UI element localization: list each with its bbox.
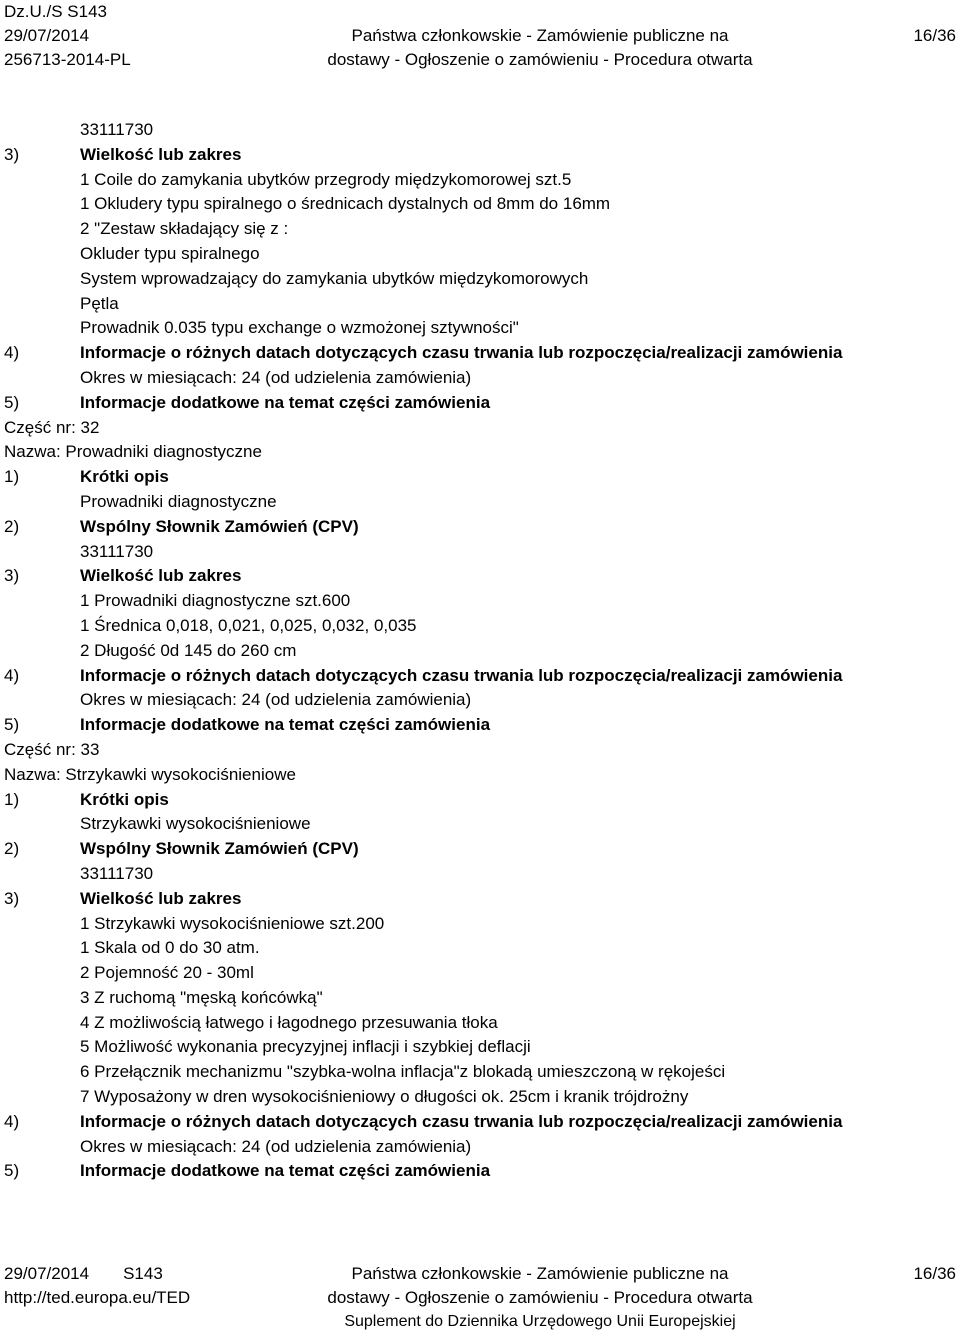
cpv-code: 33111730 xyxy=(80,863,154,883)
size-line: 1 Średnica 0,018, 0,021, 0,025, 0,032, 0,035 xyxy=(80,615,417,635)
size-line: 3 Z ruchomą "męską końcówką" xyxy=(80,987,323,1007)
continued-dates-value: Okres w miesiącach: 24 (od udzielenia zamówienia) xyxy=(80,367,472,387)
desc-value: Strzykawki wysokociśnieniowe xyxy=(80,814,311,834)
size-line: 1 Okludery typu spiralnego o średnicach dystalnych od 8mm do 16mm xyxy=(80,194,611,214)
part-name: Nazwa: Prowadniki diagnostyczne xyxy=(4,442,262,462)
header-date: 29/07/2014 xyxy=(4,26,90,45)
size-line: 1 Strzykawki wysokociśnieniowe szt.200 xyxy=(80,913,385,933)
size-line: 2 Pojemność 20 - 30ml xyxy=(80,963,254,983)
extra-heading: 5) Informacje dodatkowe na temat części zamówienia xyxy=(4,715,491,735)
footer-left xyxy=(4,1262,190,1310)
size-heading: 3) Wielkość lub zakres xyxy=(4,888,242,908)
size-line: 1 Coile do zamykania ubytków przegrody międzykomorowej szt.5 xyxy=(80,169,572,189)
size-line: Pętla xyxy=(80,293,119,313)
notice-content xyxy=(0,118,960,1184)
section-title: Wielkość lub zakres xyxy=(80,144,242,164)
footer-issue: S143 xyxy=(123,1264,163,1283)
footer-right xyxy=(913,1262,956,1286)
dates-value: Okres w miesiącach: 24 (od udzielenia zamówienia) xyxy=(80,1136,472,1156)
footer-center xyxy=(310,1262,770,1334)
size-line: 2 "Zestaw składający się z : xyxy=(80,219,289,239)
size-line: Okluder typu spiralnego xyxy=(80,243,260,263)
cpv-code: 33111730 xyxy=(80,541,154,561)
footer-page-number: 16/36 xyxy=(913,1264,956,1283)
size-line: 2 Długość 0d 145 do 260 cm xyxy=(80,640,297,660)
footer-title-line-1: Państwa członkowskie - Zamówienie publiczne na xyxy=(351,1264,729,1283)
header-page-number: 16/36 xyxy=(913,26,956,45)
size-line: System wprowadzający do zamykania ubytków międzykomorowych xyxy=(80,268,589,288)
size-line: 7 Wyposażony w dren wysokociśnieniowy o długości ok. 25cm i kranik trójdrożny xyxy=(80,1087,689,1107)
cpv-heading: 2) Wspólny Słownik Zamówień (CPV) xyxy=(4,839,359,859)
header-left xyxy=(4,0,131,72)
continued-cpv xyxy=(0,118,960,143)
footer-title-line-2: dostawy - Ogłoszenie o zamówieniu - Procedura otwarta xyxy=(327,1288,753,1307)
extra-heading: 5) Informacje dodatkowe na temat części zamówienia xyxy=(4,1161,491,1181)
size-line: 1 Prowadniki diagnostyczne szt.600 xyxy=(80,591,351,611)
header-right xyxy=(913,0,956,48)
notice-id: 256713-2014-PL xyxy=(4,50,131,69)
size-line: 4 Z możliwością łatwego i łagodnego przesuwania tłoka xyxy=(80,1012,498,1032)
desc-heading: 1) Krótki opis xyxy=(4,467,169,487)
dates-heading: 4) Informacje o różnych datach dotyczących czasu trwania lub rozpoczęcia/realizacji zamówienia xyxy=(4,1111,843,1131)
size-line: 5 Możliwość wykonania precyzyjnej inflacji i szybkiej deflacji xyxy=(80,1037,531,1057)
dates-heading: 4) Informacje o różnych datach dotyczących czasu trwania lub rozpoczęcia/realizacji zamówienia xyxy=(4,665,843,685)
desc-heading: 1) Krótki opis xyxy=(4,789,169,809)
part-name: Nazwa: Strzykawki wysokociśnieniowe xyxy=(4,764,296,784)
cpv-heading: 2) Wspólny Słownik Zamówień (CPV) xyxy=(4,516,359,536)
continued-dates-heading: 4) Informacje o różnych datach dotyczących czasu trwania lub rozpoczęcia/realizacji zamówienia xyxy=(4,343,843,363)
header-center xyxy=(310,0,770,72)
header-title-line-2: dostawy - Ogłoszenie o zamówieniu - Procedura otwarta xyxy=(327,50,753,69)
size-heading: 3) Wielkość lub zakres xyxy=(4,566,242,586)
size-line: Prowadnik 0.035 typu exchange o wzmożonej sztywności" xyxy=(80,318,519,338)
desc-value: Prowadniki diagnostyczne xyxy=(80,491,277,511)
footer-supplement: Suplement do Dziennika Urzędowego Unii Europejskiej xyxy=(344,1313,736,1330)
part-number: Część nr: 33 xyxy=(4,739,100,759)
continued-size-heading xyxy=(0,143,960,168)
part-number: Część nr: 32 xyxy=(4,417,100,437)
continued-extra-heading: 5) Informacje dodatkowe na temat części zamówienia xyxy=(4,392,491,412)
cpv-code: 33111730 xyxy=(80,120,154,139)
section-number: 3) xyxy=(4,144,20,164)
dates-value: Okres w miesiącach: 24 (od udzielenia zamówienia) xyxy=(80,690,472,710)
footer-date: 29/07/2014 xyxy=(4,1264,90,1283)
size-line: 6 Przełącznik mechanizmu "szybka-wolna inflacja"z blokadą umieszczoną w rękojeści xyxy=(80,1062,726,1082)
header-title-line-1: Państwa członkowskie - Zamówienie publiczne na xyxy=(351,26,729,45)
footer-url[interactable]: http://ted.europa.eu/TED xyxy=(4,1288,191,1307)
journal-ref: Dz.U./S S143 xyxy=(4,2,107,21)
size-line: 1 Skala od 0 do 30 atm. xyxy=(80,938,260,958)
